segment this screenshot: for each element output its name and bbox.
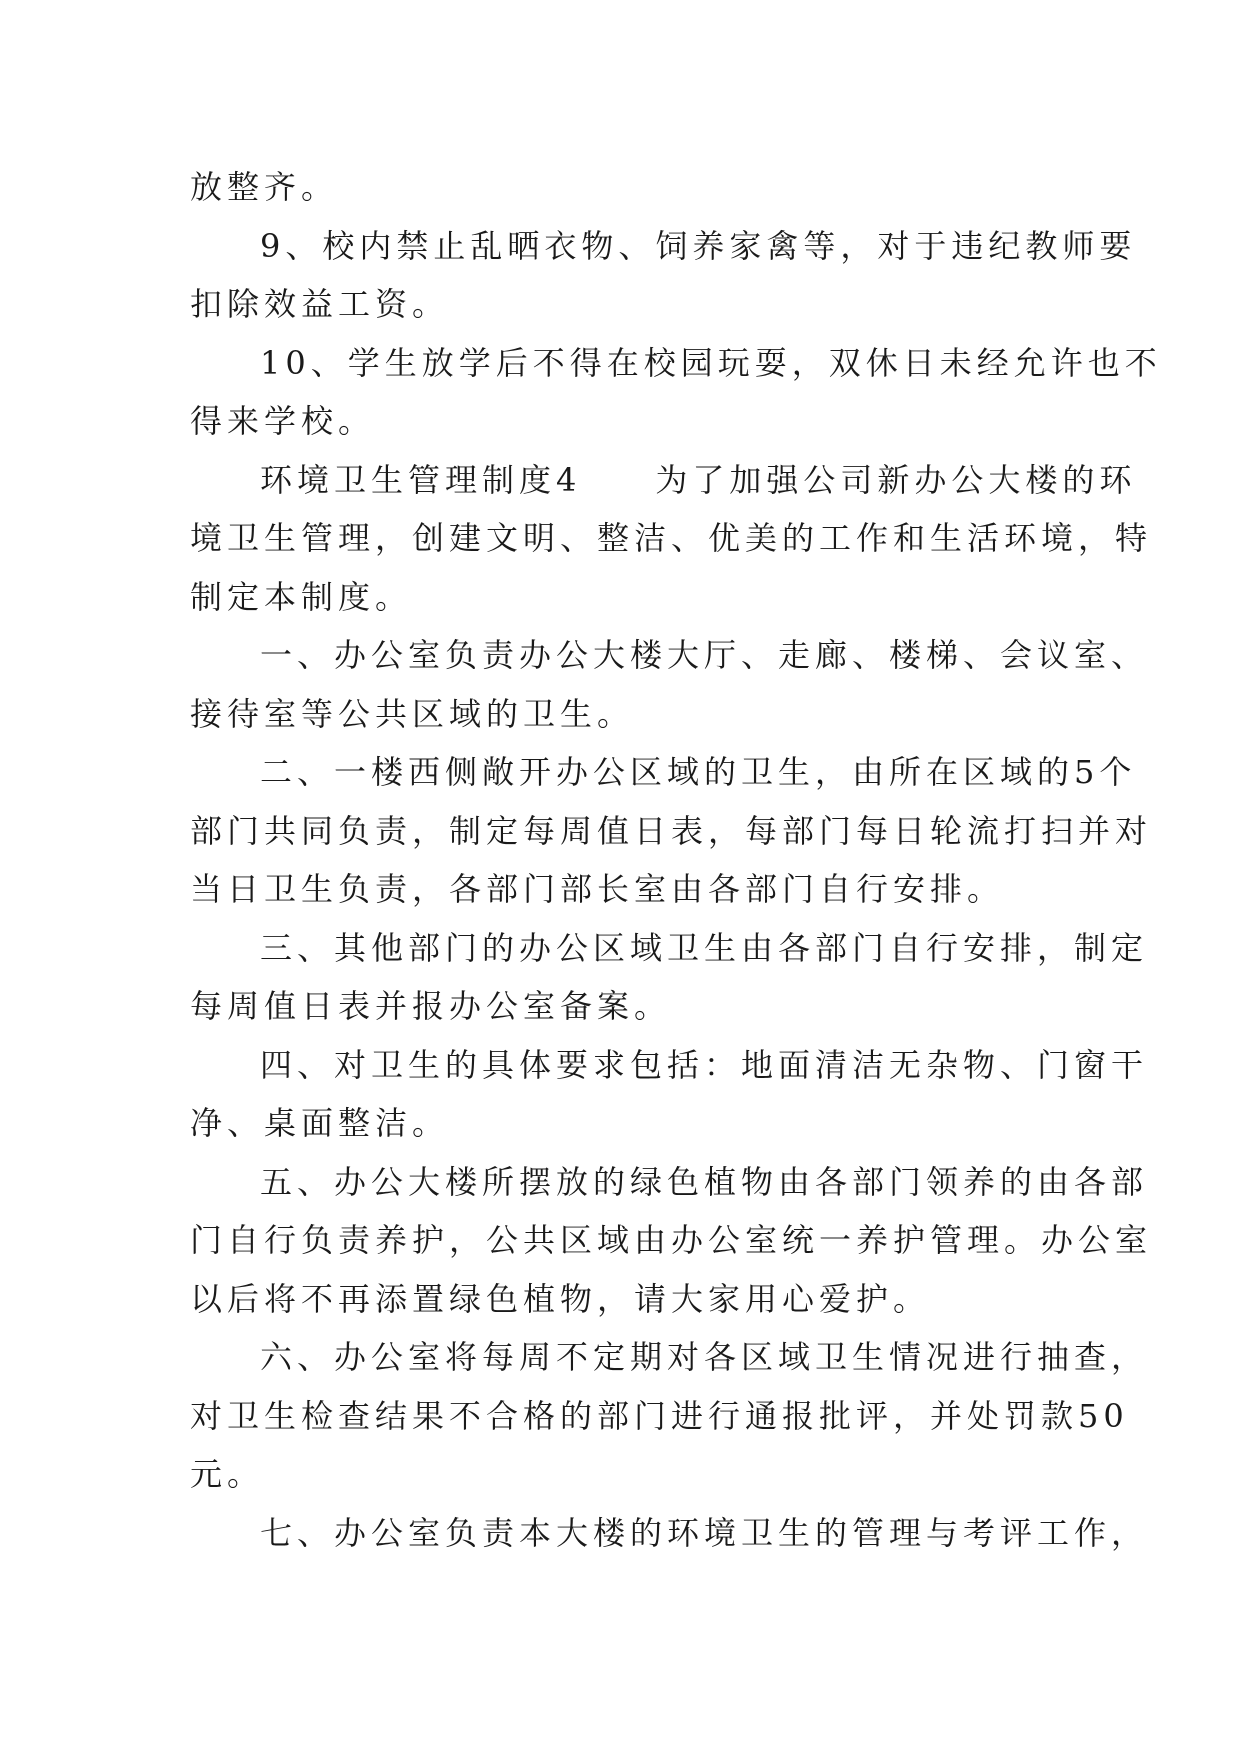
text-line: 放整齐。 <box>190 168 339 206</box>
text-line: 六、办公室将每周不定期对各区域卫生情况进行抽查， <box>260 1338 1149 1376</box>
text-line: 部门共同负责，制定每周值日表，每部门每日轮流打扫并对 <box>190 811 1153 850</box>
text-line: 对卫生检查结果不合格的部门进行通报批评，并处罚款50 <box>190 1396 1129 1435</box>
text-line: 得来学校。 <box>190 402 376 440</box>
text-line: 以后将不再添置绿色植物，请大家用心爱护。 <box>190 1279 931 1318</box>
text-line: 门自行负责养护，公共区域由办公室统一养护管理。办公室 <box>190 1221 1153 1259</box>
document-body <box>190 158 1162 1562</box>
text-line: 境卫生管理，创建文明、整洁、优美的工作和生活环境，特 <box>190 519 1153 557</box>
text-line: 一、办公室负责办公大楼大厅、走廊、楼梯、会议室、 <box>260 636 1149 674</box>
text-line: 七、办公室负责本大楼的环境卫生的管理与考评工作， <box>260 1513 1149 1552</box>
text-line: 制定本制度。 <box>190 577 413 616</box>
text-line: 三、其他部门的办公区域卫生由各部门自行安排，制定 <box>260 928 1149 967</box>
text-line: 10、学生放学后不得在校园玩耍，双休日未经允许也不 <box>260 343 1162 382</box>
text-line: 五、办公大楼所摆放的绿色植物由各部门领养的由各部 <box>260 1162 1149 1201</box>
text-line: 净、桌面整洁。 <box>190 1104 450 1142</box>
text-line: 接待室等公共区域的卫生。 <box>190 694 635 733</box>
text-line: 环境卫生管理制度4 为了加强公司新办公大楼的环 <box>260 460 1137 499</box>
text-line: 元。 <box>190 1455 265 1493</box>
text-line: 四、对卫生的具体要求包括：地面清洁无杂物、门窗干 <box>260 1045 1149 1084</box>
text-line: 扣除效益工资。 <box>190 285 450 323</box>
text-line: 当日卫生负责，各部门部长室由各部门自行安排。 <box>190 870 1005 908</box>
text-line: 9、校内禁止乱晒衣物、饲养家禽等，对于违纪教师要 <box>260 226 1137 265</box>
text-line: 二、一楼西侧敞开办公区域的卫生，由所在区域的5个 <box>260 753 1137 791</box>
text-line: 每周值日表并报办公室备案。 <box>190 987 672 1025</box>
